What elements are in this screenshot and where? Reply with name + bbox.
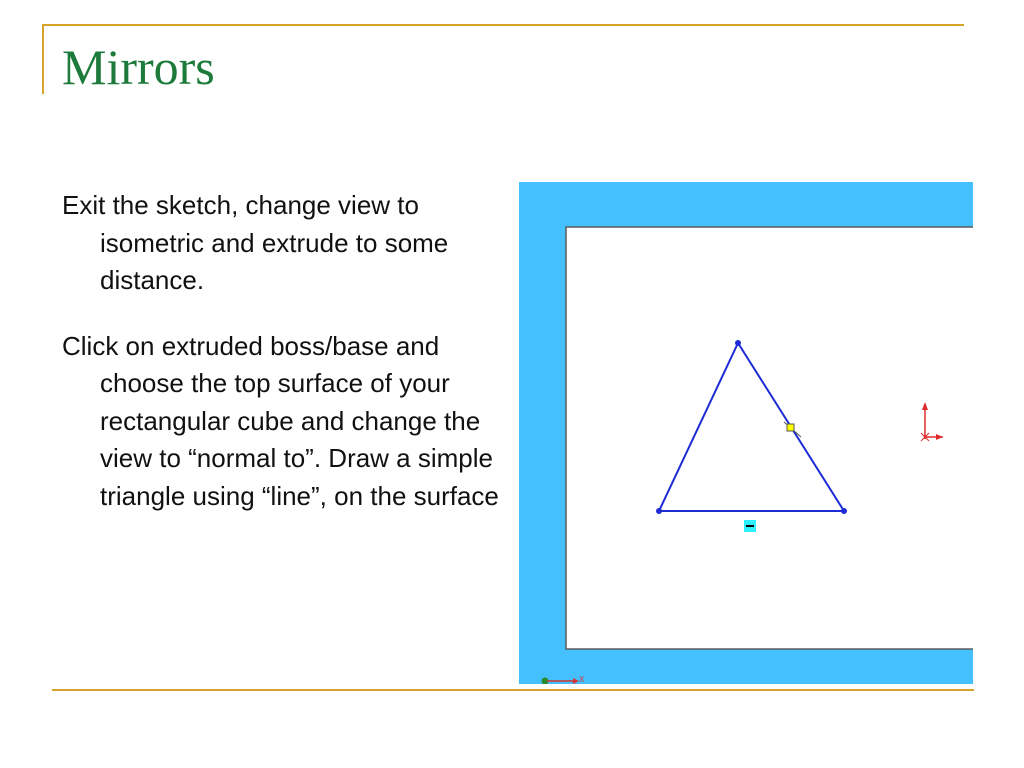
cad-viewport [519,182,973,684]
vertex-bottom-right[interactable] [841,508,847,514]
horizontal-relation-badge [744,520,756,532]
vertex-bottom-left[interactable] [656,508,662,514]
slide-body [62,187,512,543]
top-rule [42,24,964,26]
cad-screenshot [519,182,973,684]
title-accent-rule [42,24,44,94]
x-axis-label: X [579,675,585,684]
paragraph-exit-sketch: Exit the sketch, change view to isometric and extrude to some distance. [62,190,449,295]
paragraph-draw-triangle: Click on extruded boss/base and choose the top surface of your rectangular cube and change the view to “normal to”. Draw a simple triangle using “line”, on the surface [62,330,499,511]
selection-square-icon [787,424,794,431]
bottom-rule [52,689,974,691]
vertex-top[interactable] [735,340,741,346]
cube-top-face [566,227,973,649]
slide-title: Mirrors [62,39,215,95]
